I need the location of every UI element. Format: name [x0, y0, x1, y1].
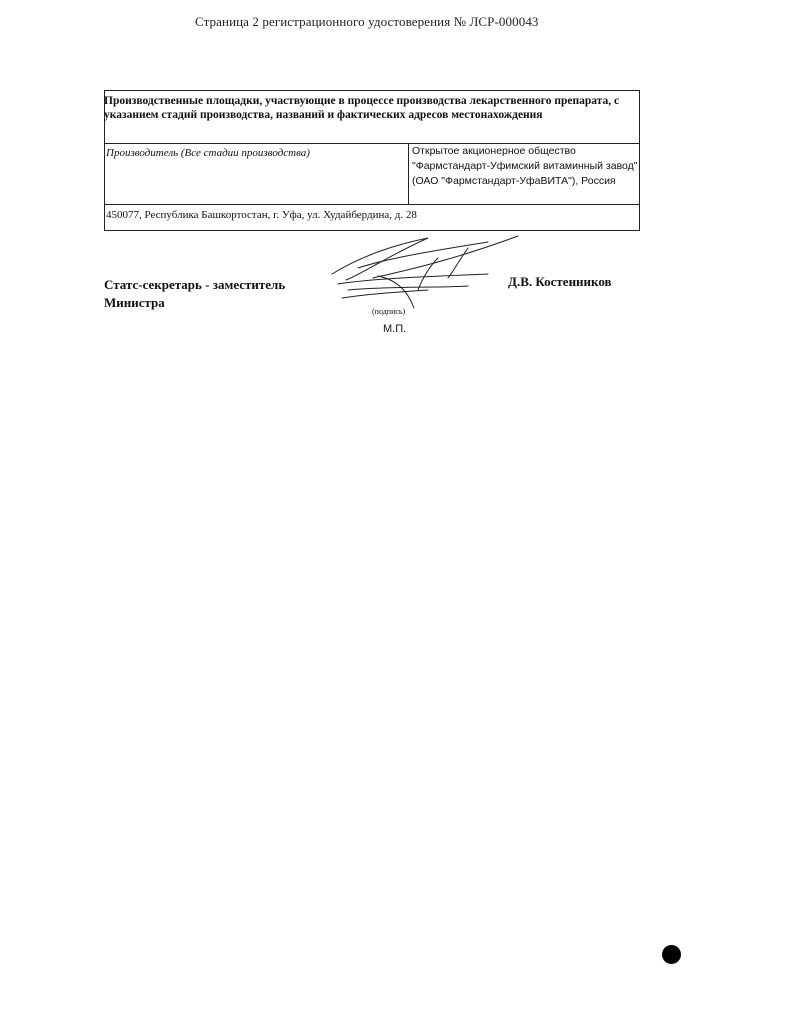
page-dot-marker: [662, 945, 681, 964]
page-header: Страница 2 регистрационного удостоверения № ЛСР-000043: [195, 14, 539, 29]
manufacturer-address: 450077, Республика Башкортостан, г. Уфа, ул. Худайбердина, д. 28: [106, 209, 417, 221]
seal-mark: М.П.: [383, 323, 407, 335]
manufacturer-role: Производитель (Все стадии производства): [106, 147, 310, 159]
signature-caption: (подпись): [372, 307, 406, 316]
signatory-position: Статс-секретарь - заместитель Министра: [104, 277, 286, 310]
table-border-top: [104, 90, 640, 91]
handwritten-signature: [318, 228, 528, 318]
signatory-name: Д.В. Костенников: [508, 274, 612, 289]
table-title: Производственные площадки, участвующие в процессе производства лекарственного препарата, с указанием стадий производства, названий и фактических адресов местонахождения: [104, 95, 620, 121]
table-divider-column: [408, 143, 409, 205]
manufacturer-company: Открытое акционерное общество "Фармстандарт-Уфимский витаминный завод" (ОАО "Фармстандарт-УфаВИТА"), Россия: [412, 145, 638, 187]
table-divider-row: [104, 204, 640, 205]
